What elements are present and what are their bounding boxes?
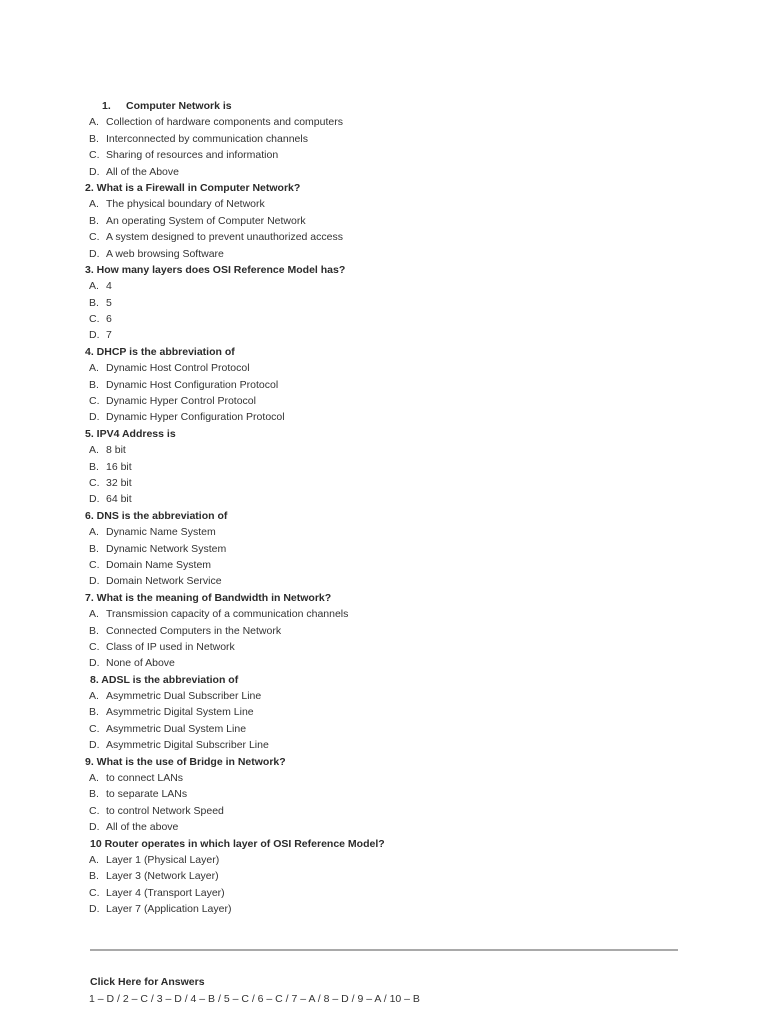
option-text: 16 bit [106,460,132,473]
answer-option [85,688,685,704]
option-letter: A. [89,116,99,129]
answer-option [85,393,685,409]
option-letter: D. [89,165,100,178]
option-letter: C. [89,476,100,489]
answer-option [85,246,685,262]
option-text: Layer 7 (Application Layer) [106,903,232,916]
option-letter: A. [89,608,99,621]
answer-option [85,721,685,737]
answer-option [85,803,685,819]
option-text: 4 [106,280,112,293]
question-block [85,754,685,836]
question-title [85,98,685,114]
option-letter: C. [89,395,100,408]
option-text: Dynamic Hyper Control Protocol [106,395,256,408]
option-text: Transmission capacity of a communication channels [106,608,349,621]
option-text: Class of IP used in Network [106,640,235,653]
answer-option [85,606,685,622]
question-title: 3. How many layers does OSI Reference Model has? [85,263,346,276]
question-text: Computer Network is [126,100,232,112]
question-title: 4. DHCP is the abbreviation of [85,345,235,358]
option-text: 7 [106,329,112,342]
answer-option [85,852,685,868]
option-text: to separate LANs [106,788,188,801]
answer-option [85,704,685,720]
answer-option [85,114,685,130]
question-block [85,262,685,344]
option-letter: D. [89,493,100,506]
answer-option [85,524,685,540]
answer-option [85,819,685,835]
option-letter: B. [89,870,99,883]
option-text: 64 bit [106,493,132,506]
answer-option [85,541,685,557]
question-block [85,590,685,672]
option-letter: C. [89,640,100,653]
answer-option [85,295,685,311]
answer-option [85,196,685,212]
answer-option [85,901,685,917]
option-letter: D. [89,657,100,670]
question-title: 10 Router operates in which layer of OSI Reference Model? [90,837,385,850]
option-text: Dynamic Network System [106,542,227,555]
answer-option [85,737,685,753]
option-letter: B. [89,624,99,637]
option-text: to control Network Speed [106,804,224,817]
answer-option [85,213,685,229]
option-letter: B. [89,460,99,473]
option-letter: B. [89,378,99,391]
answer-option [85,131,685,147]
answer-option [85,573,685,589]
option-letter: B. [89,132,99,145]
option-letter: D. [89,739,100,752]
question-block [85,344,685,426]
option-letter: B. [89,706,99,719]
option-letter: D. [89,821,100,834]
answer-option [85,557,685,573]
question-title: 6. DNS is the abbreviation of [85,509,228,522]
answer-option [85,639,685,655]
question-block [85,836,685,918]
option-text: All of the above [106,821,179,834]
option-text: to connect LANs [106,772,184,785]
answer-option [85,360,685,376]
option-text: Dynamic Name System [106,526,216,539]
option-text: Asymmetric Dual Subscriber Line [106,690,262,703]
answer-key: 1 – D / 2 – C / 3 – D / 4 – B / 5 – C / 6 – C / 7 – A / 8 – D / 9 – A / 10 – B [89,993,420,1005]
answer-option [85,147,685,163]
question-title: 5. IPV4 Address is [85,427,176,440]
option-letter: C. [89,558,100,571]
option-letter: A. [89,690,99,703]
option-text: Dynamic Host Configuration Protocol [106,378,279,391]
option-text: A system designed to prevent unauthorized access [106,231,343,244]
option-text: Interconnected by communication channels [106,132,308,145]
option-text: Layer 3 (Network Layer) [106,870,219,883]
option-letter: D. [89,575,100,588]
question-block [85,180,685,262]
answer-option [85,311,685,327]
option-text: Domain Name System [106,558,212,571]
option-text: A web browsing Software [106,247,224,260]
answer-option [85,442,685,458]
option-letter: A. [89,362,99,375]
question-block [85,672,685,754]
option-text: 8 bit [106,444,126,457]
option-text: 32 bit [106,476,132,489]
option-text: Asymmetric Digital Subscriber Line [106,739,269,752]
answer-option [85,475,685,491]
option-letter: D. [89,411,100,424]
quiz-list [85,98,685,918]
answer-option [85,164,685,180]
option-letter: A. [89,526,99,539]
answer-option [85,327,685,343]
divider [90,949,678,951]
option-text: Collection of hardware components and computers [106,116,343,129]
option-letter: D. [89,329,100,342]
question-number: 1. [102,100,111,112]
option-letter: A. [89,198,99,211]
option-text: None of Above [106,657,175,670]
option-text: 6 [106,313,112,326]
option-text: An operating System of Computer Network [106,214,306,227]
question-title: 8. ADSL is the abbreviation of [90,673,239,686]
answer-option [85,885,685,901]
option-text: Sharing of resources and information [106,149,279,162]
answer-option [85,868,685,884]
option-letter: D. [89,247,100,260]
option-letter: C. [89,313,100,326]
answer-option [85,623,685,639]
option-text: Connected Computers in the Network [106,624,282,637]
option-letter: D. [89,903,100,916]
answer-option [85,377,685,393]
option-letter: A. [89,444,99,457]
answer-option [85,770,685,786]
answer-option [85,655,685,671]
answer-option [85,491,685,507]
option-text: Layer 4 (Transport Layer) [106,886,225,899]
answer-option [85,786,685,802]
answer-option [85,278,685,294]
option-text: Asymmetric Dual System Line [106,722,247,735]
answer-option [85,459,685,475]
answer-option [85,229,685,245]
option-text: Asymmetric Digital System Line [106,706,254,719]
question-title: 2. What is a Firewall in Computer Network? [85,181,301,194]
question-block [85,98,685,180]
option-letter: B. [89,214,99,227]
option-text: The physical boundary of Network [106,198,265,211]
option-text: 5 [106,296,112,309]
question-block [85,426,685,508]
option-text: Dynamic Hyper Configuration Protocol [106,411,285,424]
option-text: All of the Above [106,165,179,178]
option-text: Layer 1 (Physical Layer) [106,853,220,866]
option-letter: C. [89,722,100,735]
option-letter: B. [89,542,99,555]
answers-link[interactable]: Click Here for Answers [90,976,205,988]
answer-option [85,409,685,425]
option-text: Dynamic Host Control Protocol [106,362,250,375]
option-text: Domain Network Service [106,575,222,588]
question-title: 9. What is the use of Bridge in Network? [85,755,286,768]
option-letter: C. [89,804,100,817]
question-title: 7. What is the meaning of Bandwidth in Network? [85,591,332,604]
option-letter: A. [89,280,99,293]
option-letter: C. [89,886,100,899]
question-block [85,508,685,590]
option-letter: A. [89,772,99,785]
option-letter: B. [89,296,99,309]
option-letter: A. [89,853,99,866]
option-letter: C. [89,149,100,162]
option-letter: B. [89,788,99,801]
option-letter: C. [89,231,100,244]
